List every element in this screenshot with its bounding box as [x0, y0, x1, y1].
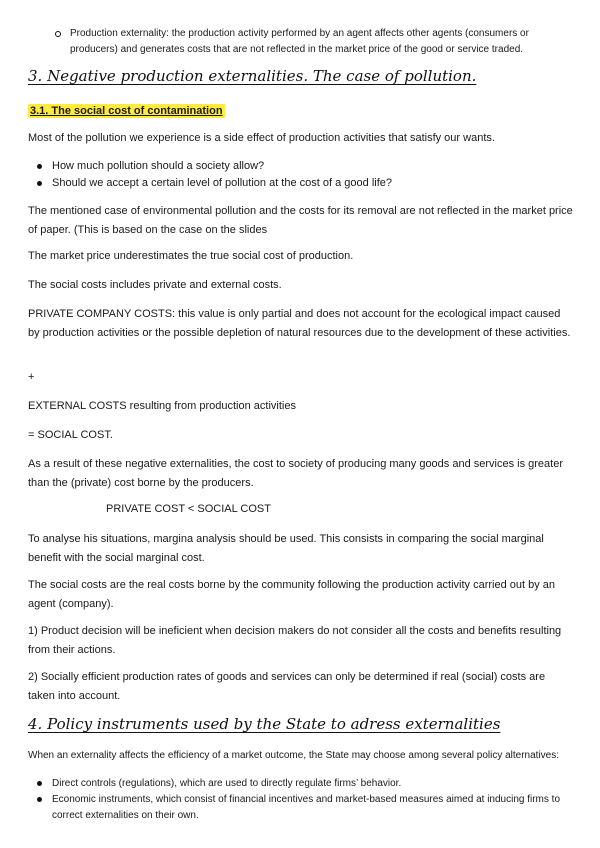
plus-sign: +	[28, 371, 35, 383]
paragraph-market-price: The market price underestimates the true social cost of production.	[28, 250, 354, 262]
paragraph-policy-intro: When an externality affects the efficiency of a market outcome, the State may choose among several policy alternatives:	[28, 750, 560, 761]
subsection-3-1-highlight: 3.1. The social cost of contamination	[30, 105, 223, 117]
paragraph-environmental-pollution: The mentioned case of environmental pollution and the costs for its removal are not reflected in the market price of paper. (This is based on the case on the slides	[28, 205, 573, 236]
paragraph-external-costs: EXTERNAL COSTS resulting from production activities	[28, 400, 296, 412]
policy-text-1: Direct controls (regulations), which are used to directly regulate firms’ behavior.	[52, 778, 402, 789]
policy-item-direct-controls	[52, 776, 572, 792]
question-text-1: How much pollution should a society allow?	[52, 160, 265, 172]
cost-comparison-formula: PRIVATE COST < SOCIAL COST	[106, 503, 271, 515]
intro-bullet-item	[70, 26, 550, 58]
paragraph-efficient-production: 2) Socially efficient production rates of goods and services can only be determined if real (social) costs are taken into account.	[28, 671, 546, 702]
section-3-heading: 3. Negative production externalities. The case of pollution.	[28, 67, 477, 85]
paragraph-pollution-side-effect: Most of the pollution we experience is a side effect of production activities that satisfy our wants.	[28, 132, 495, 144]
paragraph-social-costs-composition: The social costs includes private and external costs.	[28, 279, 282, 291]
paragraph-social-cost-total: = SOCIAL COST.	[28, 429, 113, 441]
question-text-2: Should we accept a certain level of pollution at the cost of a good life?	[52, 177, 392, 189]
question-item-2	[52, 174, 572, 193]
policy-text-2: Economic instruments, which consist of financial incentives and market-based measures aimed at inducing firms to correct externalities on their own.	[52, 794, 561, 821]
section-4-heading: 4. Policy instruments used by the State to adress externalities	[28, 715, 501, 733]
paragraph-product-decision: 1) Product decision will be ineficient when decision makers do not consider all the costs and benefits resulting from their actions.	[28, 625, 562, 656]
paragraph-private-company-costs: PRIVATE COMPANY COSTS: this value is only partial and does not account for the ecological impact caused by production activities or the possible depletion of natural resources due to the development of these activities.	[28, 308, 571, 339]
policy-item-economic-instruments	[52, 792, 572, 824]
subsection-3-1-heading	[28, 101, 225, 119]
paragraph-real-costs: The social costs are the real costs borne by the community following the production activity carried out by an agent (company).	[28, 579, 556, 610]
paragraph-negative-externalities-result: As a result of these negative externalities, the cost to society of producing many goods and services is greater than the (private) cost borne by the producers.	[28, 458, 564, 489]
intro-bullet-text: Production externality: the production activity performed by an agent affects other agents (consumers or producers) and generates costs that are not reflected in the market price of the good or service traded.	[70, 28, 529, 55]
paragraph-marginal-analysis: To analyse his situations, margina analysis should be used. This consists in comparing the social marginal benefit with the social marginal cost.	[28, 533, 544, 564]
